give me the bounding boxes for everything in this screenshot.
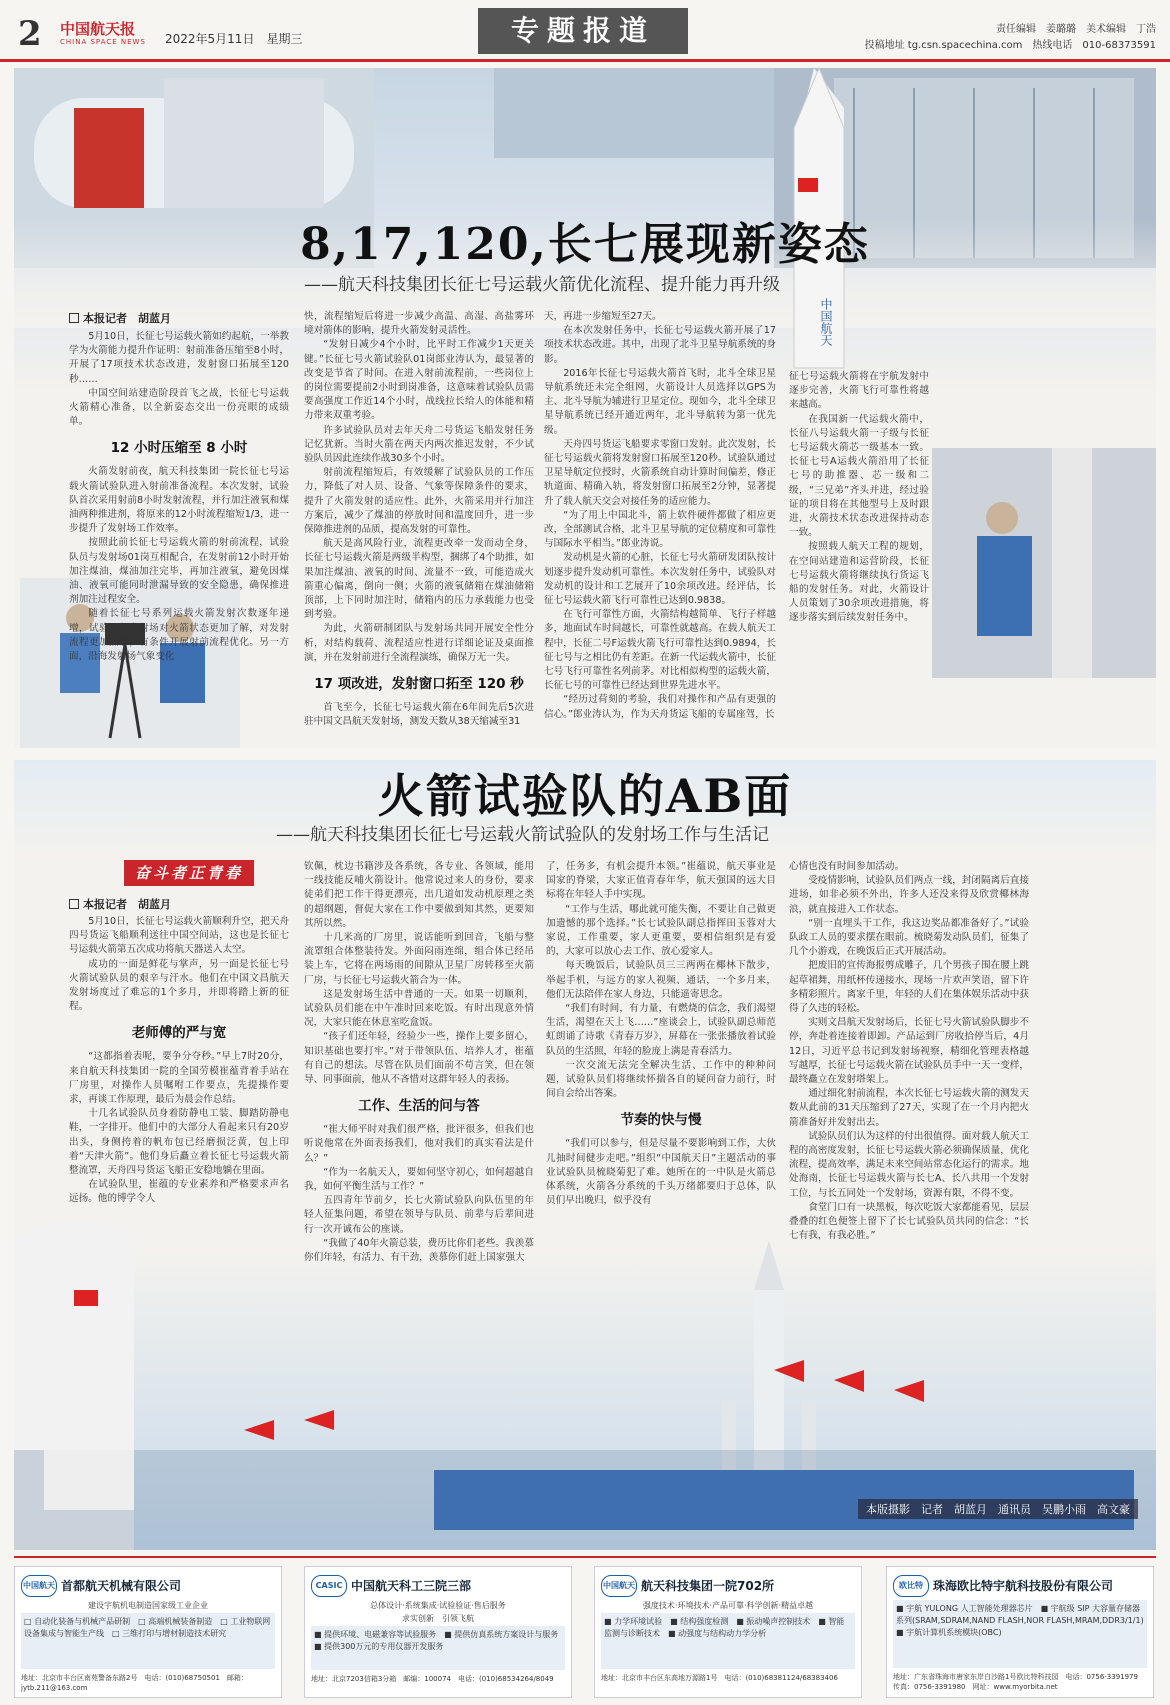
ad-2-slogan-2: 求实创新 引领飞航 [402,1614,474,1623]
paragraph: “别一直埋头干工作，我这边奖品都准备好了。”试验队政工人员的要求摆在眼前。梳晓菊发动队员们，征集了几个小游戏，在晚饭后正式开展活动。 [789,917,1029,958]
paragraph: 天舟四号货运飞船要求零窗口发射。此次发射，长征七号运载火箭将发射窗口拓展至120秒。试验队通过卫星导航定位授时，火箭系统自动计算时间偏差，修正轨道面、精确入轨，将发射窗口拓展至2分钟，显著提升了载人航天交会对接任务的适应能力。 [544,438,776,507]
ad-4-footer: 地址：广东省珠海市唐家东岸白沙路1号欧比特科技园 电话：0756-3391979 传真：0756-3391980 网址：www.myorbita.net [893,1673,1145,1691]
paragraph: “经历过荷刻的考验，我们对操作和产品有更强的信心。”郎业涛认为，作为天舟货运飞船的专属座驾，长 [544,694,776,720]
photo-launch-team [14,1200,1156,1550]
section-heading: 工作、生活的问与答 [358,1098,480,1115]
paragraph: 按照载人航天工程的规划，在空间站建造和运营阶段，长征七号运载火箭将继续执行货运飞船的发射任务。对此，火箭设计人员策划了30余项改进措施，将逐步落实到后续发射任务中。 [789,541,929,624]
paragraph: 在本次发射任务中，长征七号运载火箭开展了17项技术状态改进。其中，出现了北斗卫星导航系统的身影。 [544,325,776,365]
paper-logo: 中国航天报 [60,20,136,38]
paragraph: 2016年长征七号运载火箭首飞时，北斗全球卫星导航系统还未完全组网，火箭设计人员选择以GPS为主、北斗导航为辅进行卫星定位。现如今，北斗全球卫星导航系统已经开通近两年，北斗导航转为第一优先级。 [544,367,776,436]
issue-date: 2022年5月11日 星期三 [165,32,303,46]
paragraph: 许多试验队员对去年天舟二号货运飞船发射任务记忆犹新。当时火箭在两天内两次推迟发射，不少试验队员因此连续作战30多个小时。 [304,424,534,465]
paragraph: 5月10日，长征七号运载火箭如约起航，一举教学为火箭能力提升作证明：射前准备压缩至8小时，开展了17项技术状态改进，发射窗口拓展至120秒…… [69,331,289,385]
paragraph: 天，再进一步缩短至27天。 [544,311,662,322]
article-1-title: 8,17,120,长七展现新姿态 [300,219,870,270]
ad-2 [304,1566,572,1698]
page-number: 2 [18,14,42,54]
paragraph: “作为一名航天人，要如何坚守初心，如何超越自我，如何平衡生活与工作？” [304,1166,534,1193]
column-banner: 专题报道 [478,8,688,54]
paragraph: 这是发射场生活中普通的一天。如果一切顺利，试验队员们能在中午准时回来吃饭。有时出现意外情况，大家只能在休息室吃盒饭。 [304,988,534,1029]
article-2-byline: 本报记者 胡蓝月 [69,896,171,912]
ad-4 [886,1566,1154,1698]
paragraph: 在试验队里，崔蕴的专业素养和严格要求声名远扬。他的博学令人 [69,1179,289,1205]
paragraph: 了，任务多，有机会提升本领。”崔蕴说，航天事业是国家的脊梁，大家正值青春年华，航天强国的远大目标将在年轻人手中实现。 [546,861,776,901]
article-1-col-3 [544,310,776,742]
paragraph: 火箭发射前夜，航天科技集团一院长征七号运载火箭试验队进入射前准备流程。本次发射，试验队首次采用射前8小时发射流程，并行加注液氧和煤油两种推进剂，将原来的12小时流程缩短1/3，进一步提升了发射场工作效率。 [69,466,289,535]
section-heading: 老师傅的严与宽 [131,1025,227,1042]
photo-engineer-tower [932,448,1156,678]
article-1 [14,68,1156,748]
photo-credit: 本版摄影 记者 胡蓝月 通讯员 吴鹏小雨 高文豪 [858,1499,1138,1519]
paragraph: “工作与生活，哪此就可能失衡，不要让自己做更加遗憾的那个选择。”长七试验队副总指挥田玉蓉对大家说，工作重要，家人更重要，要相信组织是有爱的，大家可以放心去工作、放心爱家人。 [546,903,776,958]
paragraph: 5月10日，长征七号运载火箭顺利升空，把天舟四号货运飞船顺利送往中国空间站，这也是长征七号运载火箭第五次成功将航天器送入太空。 [69,916,289,956]
ad-4-items: ■ 宇航 YULONG 人工智能处理器芯片 ■ 宇航级 SIP 大容量存储器系列(SRAM,SDRAM,NAND FLASH,NOR FLASH,MRAM,DDR3/1/1) ■ 宇航计算机系统模块(OBC) [893,1600,1147,1668]
article-1-subtitle: ——航天科技集团长征七号运载火箭优化流程、提升能力再升级 [304,275,780,295]
paragraph: 实则文昌航天发射场后，长征七号火箭试验队脚步不停，奔赴着连接着即卸。产品运到厂房收拾停当后，4月12日，习近平总书记到发射场视察，精细化管理表格越写越厚，长征七号运载火箭在试验队员手中一天一变样，最终矗立在发射塔架上。 [789,1017,1029,1086]
ad-4-logo: 欧比特 [893,1575,929,1597]
paragraph: 受疫情影响，试验队员们两点一线，封闭隔离后直接进场，如非必须不外出，许多人还没来得及欣赏椰林海浪，就直接进入工作状态。 [789,875,1029,915]
ad-4-name: 珠海欧比特宇航科技股份有限公司 [933,1579,1114,1593]
ad-2-items: ■ 提供环境、电磁兼容等试验服务 ■ 提供仿真系统方案设计与服务 ■ 提供300万元的专用仪器开发服务 [311,1626,565,1670]
paragraph: “发射日减少4个小时，比平时工作减少1天更关键。”长征七号火箭试验队01岗郎业涛认为，最显著的改变是节省了时间。在进入射前流程前，一些岗位上的岗位需要提前2小时到岗准备，这意味着试验队员需要高强度工作近14个小时，战线拉长给人的体能和精力带来双重考验。 [304,339,534,422]
paragraph: 快，流程缩短后将进一步减少高温、高湿、高盐雾环境对箭体的影响，提升火箭发射灵活性。 [304,311,534,337]
paragraph: 五四青年节前夕，长七火箭试验队向队伍里的年轻人征集问题，希望在领导与队员、前辈与后辈间进行一次开诚布公的座谈。 [304,1195,534,1235]
paragraph: 十几名试验队员身着防静电工装、脚踏防静电鞋，一字排开。他们中的大部分人看起来只有20岁出头，身侧挎着的帆布包已经磨损泛黄，包上印着“天津火箭”。他们身后矗立着长征七号运载火箭整流罩，天舟四号货运飞船正安稳地躺在里面。 [69,1108,289,1177]
paragraph: 中国空间站建造阶段首飞之战，长征七号运载火箭精心准备，以全新姿态交出一份亮眼的成绩单。 [69,387,289,428]
article-1-col-1 [69,330,289,663]
paragraph: 发动机是火箭的心脏，长征七号火箭研发团队按计划逐步提升发动机可靠性。本次发射任务中，试验队对发动机的设计和工艺展开了10余项改进。经评估，长征七号运载火箭飞行可靠性已达到0.9838。 [544,552,776,607]
article-2-col-1 [69,915,289,1205]
ad-2-slogan: 总体设计·系统集成·试验验证·售后服务 [370,1601,506,1610]
page-header [0,0,1170,62]
svg-text:中国航天: 中国航天 [819,298,833,346]
paragraph: 心情也没有时间参加活动。 [789,861,905,872]
paragraph: 按照此前长征七号运载火箭的射前流程，试验队员与发射场01岗互相配合，在发射前12小时开始加注煤油，煤油加注完毕，再加注液氧，避免因煤油、液氧可能同时泄漏导致的安全隐患，确保推进剂加注过程安全。 [69,537,289,606]
article-2-col-3 [546,860,776,1210]
paragraph: 一次交流无法完全解决生活、工作中的种种问题，试验队员们将继续怀揣各自的疑问奋力前行，时间自会给出答案。 [546,1059,776,1100]
ad-2-name: 中国航天科工三院三部 [351,1579,472,1593]
paragraph: 射前流程缩短后，有效缓解了试验队员的工作压力，降低了对人员、设备、气象等保障条件的要求，提升了火箭发射的适应性。此外，火箭采用并行加注方案后，减少了煤油的停放时间和温度回升，进一步保障推进剂的品质，提高发射的可靠性。 [304,467,534,536]
paragraph: 钦佩，枕边书籍涉及各系统，各专业、各领域，能用一线技能反哺火箭设计。他常说过来人的身份，要求徒弟们把工作干得更漂亮，出几道如发动机原理之类的超纲题，督促大家在工作中要做到知其然，更要知其所以然。 [304,861,534,929]
paragraph: “为了用上中国北斗，箭上软件硬件都做了相应更改，全部测试合格，北斗卫星导航的定位精度和可靠性与国际水平相当。”郎业涛说。 [544,509,776,550]
ad-1 [14,1566,282,1698]
ad-1-logo: 中国航天 [21,1575,57,1597]
paper-logo-en: CHINA SPACE NEWS [60,38,146,46]
paragraph: 在我国新一代运载火箭中，长征八号运载火箭一子级与长征七号运载火箭芯一级基本一致。长征七号A运载火箭沿用了长征七号的助推器、芯一级和二级，“三兄弟”齐头并进，经过验证的项目将在其他型号上及时跟进，火箭技术状态改进保持动态一致。 [789,413,929,539]
paragraph: 在飞行可靠性方面，火箭结构越简单、飞行子样越多，地面试车时间越长，可靠性就越高。在载人航天工程中，长征二号F运载火箭飞行可靠性达到0.9894，长征七号与之相比仍有差距。在新一代运载火箭中，长征七号飞行可靠性名列前茅。对比相似构型的运载火箭，长征七号的可靠性已经达到世界先进水平。 [544,609,776,692]
paragraph: 随着长征七号系列运载火箭发射次数逐年递增，试验队与发射场对火箭状态更加了解，对发射流程更加熟悉，有条件开展射前流程优化。另一方面，沿海发射场气象变化 [69,608,289,663]
ad-3-name: 航天科技集团一院702所 [641,1579,775,1593]
ad-1-name: 首都航天机械有限公司 [61,1579,182,1593]
article-1-col-2 [304,310,534,742]
ad-1-footer: 地址：北京市丰台区南苑警备东路2号 电话：(010)68750501 邮箱：jytb.211@163.com [21,1674,248,1692]
article-1-col-4 [789,370,929,670]
paragraph: 为此，火箭研制团队与发射场共同开展安全性分析，对结构载荷、流程适应性进行详细论证及桌面推演，并在发射前进行全流程演练，确保万无一失。 [304,623,534,663]
paragraph: “孩子们还年轻，经验少一些，操作上要多留心，知识基础也要打牢。”对于带领队伍、培养人才，崔蕴有自己的想法。尽管在队员们面前不苟言笑，但在领导、同事面前，他从不吝惜对这群年轻人的表扬。 [304,1031,534,1086]
ad-3-footer: 地址：北京市丰台区东高地万源路1号 电话：(010)68381124/68383406 [601,1674,838,1682]
paragraph: 十几米高的厂房里，说话能听到回音，飞船与整流罩组合体整装待发。外面闷雨连绵，组合体已经吊装上车，它将在两场雨的间隙从卫星厂房转移至火箭厂房，与长征七号运载火箭合为一体。 [304,932,534,986]
ad-1-slogan: 建设宇航机电制造国家级工业企业 [88,1601,208,1610]
ad-2-footer: 地址：北京7203信箱3分箱 邮编：100074 电话：(010)68534264/8049 [311,1675,554,1683]
paragraph: “我们有时间，有力量，有燃烧的信念，我们渴望生活，渴望在天上飞……”座谈会上，试验队副总师范虹朗诵了诗歌《青春万岁》，屏幕在一张张播放着试验队员的生活照，年轻的脸庞上满是青春活力。 [546,1003,776,1057]
article-2-title: 火箭试验队的AB面 [377,769,793,823]
paragraph: 成功的一面是鲜花与掌声，另一面是长征七号火箭试验队员的艰辛与汗水。他们在中国文昌航天发射场度过了难忘的1个多月，并即将踏上新的征程。 [69,958,289,1013]
article-1-byline: 本报记者 胡蓝月 [69,310,171,326]
ad-3-items: ■ 力学环境试验 ■ 结构强度检测 ■ 振动噪声控制技术 ■ 智能监测与诊断技术 ■ 动强度与结构动力学分析 [601,1613,855,1669]
paragraph: 航天是高风险行业，流程更改牵一发而动全身，长征七号运载火箭是两级半构型，捆绑了4个助推，如果加注煤油、液氧的时间、流量不一致，可能造成火箭重心偏离，倒向一侧；火箭的液氧储箱在煤油储箱顶部，上下同时加注时，储箱内的压力承载能力也受到考验。 [304,538,534,621]
ad-3-slogan: 强度技术·环境技术·产品可靠·科学创新·精益卓越 [642,1601,814,1610]
section-heading: 节奏的快与慢 [620,1112,702,1129]
column-tag: 奋斗者正青春 [124,860,254,886]
paragraph: 通过细化射前流程，本次长征七号运载火箭的测发天数从此前的31天压缩到了27天，实现了在一个月内把火箭准备好并发射出去。 [789,1088,1029,1128]
paragraph: “我们可以参与，但是尽量不要影响到工作，大伙儿抽时间健步走吧。”组织“中国航天日”主题活动的事业试验队员梳晓菊犯了难。她所在的一中队是火箭总体系统，火箭各分系统的千头万绪都要归于总体，队员们早出晚归，似乎没有 [546,1138,776,1207]
section-heading: 12 小时压缩至 8 小时 [110,440,248,457]
paragraph: 食堂门口有一块黑板，每次吃饭大家都能看见，层层叠叠的红色便签上留下了长七试验队员共同的信念：“长七有我，有我必胜。” [789,1201,1029,1242]
paragraph: 试验队员们认为这样的付出很值得。面对载人航天工程的高密度发射，长征七号运载火箭必须确保质量，优化流程，提高效率，满足未来空间站常态化运行的需求。地处海南，长征七号运载火箭与长七A、长八共用一个发射工位，与长五同处一个发射场，资源有限，不得不变。 [789,1130,1029,1199]
paragraph: “我做了40年火箭总装，费历比你们老些。我羡慕你们年轻，有活力、有干劲，羡慕你们赶上国家强大 [304,1237,534,1264]
paragraph: 把废旧的宣传海报剪成雕子，几个男孩子围在腰上跳起草裙舞，用纸杯传递接水，现场一片欢声笑语，留下许多精彩照片。离家千里，年轻的人们在集体娱乐活动中获得了久违的轻松。 [789,960,1029,1015]
article-2-subtitle: ——航天科技集团长征七号运载火箭试验队的发射场工作与生活记 [276,825,769,845]
ad-3 [594,1566,862,1698]
editors-line: 责任编辑 姜璐璐 美术编辑 丁浩 [996,24,1156,35]
article-2-col-4 [789,860,1029,1242]
paragraph: “崔大师平时对我们很严格，批评很多，但我们也听说他常在外面表扬我们，他对我们的真实看法是什么？” [304,1124,534,1164]
advertisement-strip [14,1556,1156,1702]
contact-line: 投稿地址 tg.csn.spacechina.com 热线电话 010-68373591 [864,40,1156,51]
section-heading: 17 项改进，发射窗口拓至 120 秒 [314,676,524,693]
paragraph: 征七号运载火箭将在宇航发射中逐步完善，火箭飞行可靠性将越来越高。 [789,371,929,411]
paragraph: 每天晚饭后，试验队员三三两两在椰林下散步，举起手机，与远方的家人视频、通话，一个多月来，他们无法陪伴在家人身边，只能遥寄思念。 [546,960,776,1000]
ad-1-items: □ 自动化装备与机械产品研制 □ 高端机械装备制造 □ 工业物联网设备集成与智能生产线 □ 三维打印与增材制造技术研究 [21,1613,275,1669]
article-2-col-2 [304,860,534,1264]
paragraph: 首飞至今，长征七号运载火箭在6年间先后5次进驻中国文昌航天发射场，测发天数从38天缩减至31 [304,702,534,728]
paragraph: “这都指着表呢，要争分夺秒。”早上7时20分，来自航天科技集团一院的全国劳模崔蕴背着手站在厂房里，对操作人员嘱咐工作要点，先提操作要求，再谈工作原理，最后为晨会作总结。 [69,1051,289,1106]
article-2 [14,760,1156,1550]
ad-3-logo: 中国航天 [601,1575,637,1597]
ad-2-logo: CASIC [311,1575,347,1597]
